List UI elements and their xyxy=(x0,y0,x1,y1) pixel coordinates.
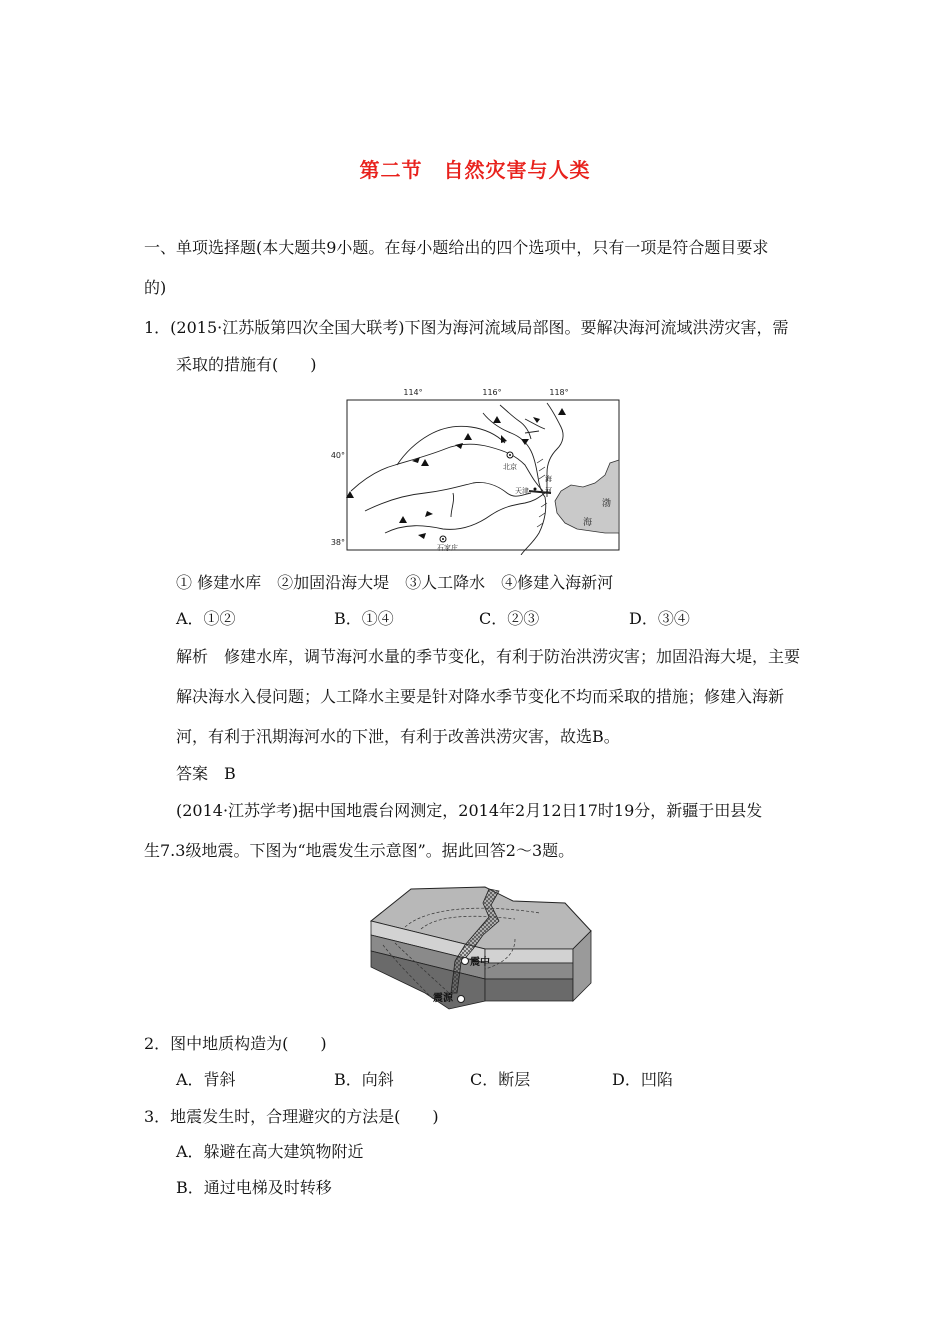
q1-option-c: C．②③ xyxy=(479,609,540,628)
map-lat-label: 38° xyxy=(330,538,345,547)
map-lon-label: 114° xyxy=(403,388,423,397)
river-label: 河 xyxy=(545,487,552,495)
river-label: 海 xyxy=(545,475,552,483)
context-line2: 生7.3级地震。下图为“地震发生示意图”。据此回答2～3题。 xyxy=(144,841,575,860)
map-lon-label: 116° xyxy=(482,388,502,397)
q2-stem: 2．图中地质构造为( ) xyxy=(144,1034,327,1053)
section-heading-line2: 的) xyxy=(144,278,167,297)
haihe-basin-map xyxy=(325,383,630,555)
q2-option-d: D．凹陷 xyxy=(612,1070,673,1089)
page-title: 第二节 自然灾害与人类 xyxy=(359,158,591,182)
city-label: 石家庄 xyxy=(437,544,458,552)
map-lon-label: 118° xyxy=(549,388,569,397)
q1-answer: 答案 B xyxy=(176,764,236,783)
sea-label: 渤 xyxy=(602,499,612,509)
q3-option-a: A．躲避在高大建筑物附近 xyxy=(176,1142,364,1161)
q2-option-b: B．向斜 xyxy=(334,1070,394,1089)
q1-stem-line2: 采取的措施有( ) xyxy=(176,355,317,374)
q3-stem: 3．地震发生时，合理避灾的方法是( ) xyxy=(144,1107,439,1126)
q1-measures: ① 修建水库 ②加固沿海大堤 ③人工降水 ④修建入海新河 xyxy=(176,573,614,592)
q2-option-a: A．背斜 xyxy=(176,1070,236,1089)
q1-analysis-line2: 解决海水入侵问题；人工降水主要是针对降水季节变化不均而采取的措施；修建入海新 xyxy=(176,687,785,706)
section-heading-line1: 一、单项选择题(本大题共9小题。在每小题给出的四个选项中，只有一项是符合题目要求 xyxy=(144,238,769,257)
q1-option-a: A．①② xyxy=(176,609,236,628)
q1-analysis-line3: 河，有利于汛期海河水的下泄，有利于改善洪涝灾害，故选B。 xyxy=(176,727,620,746)
q1-option-d: D．③④ xyxy=(629,609,690,628)
focus-label: 震源 xyxy=(433,993,453,1004)
map-lat-label: 40° xyxy=(330,451,345,460)
q1-analysis-line1: 解析 修建水库，调节海河水量的季节变化，有利于防治洪涝灾害；加固沿海大堤，主要 xyxy=(176,647,801,666)
q1-stem-line1: 1．(2015·江苏版第四次全国大联考)下图为海河流域局部图。要解决海河流域洪涝灾害，需 xyxy=(144,318,789,337)
q1-option-b: B．①④ xyxy=(334,609,394,628)
q2-option-c: C．断层 xyxy=(470,1070,531,1089)
earthquake-diagram xyxy=(365,883,595,1015)
city-label: 天津 xyxy=(515,487,529,495)
sea-label: 海 xyxy=(583,518,593,528)
city-label: 北京 xyxy=(503,463,517,471)
context-line1: (2014·江苏学考)据中国地震台网测定，2014年2月12日17时19分，新疆于田县发 xyxy=(176,801,763,820)
q3-option-b: B．通过电梯及时转移 xyxy=(176,1178,332,1197)
epicenter-label: 震中 xyxy=(470,957,490,968)
epicenter-marker xyxy=(462,958,469,965)
focus-marker xyxy=(458,996,465,1003)
